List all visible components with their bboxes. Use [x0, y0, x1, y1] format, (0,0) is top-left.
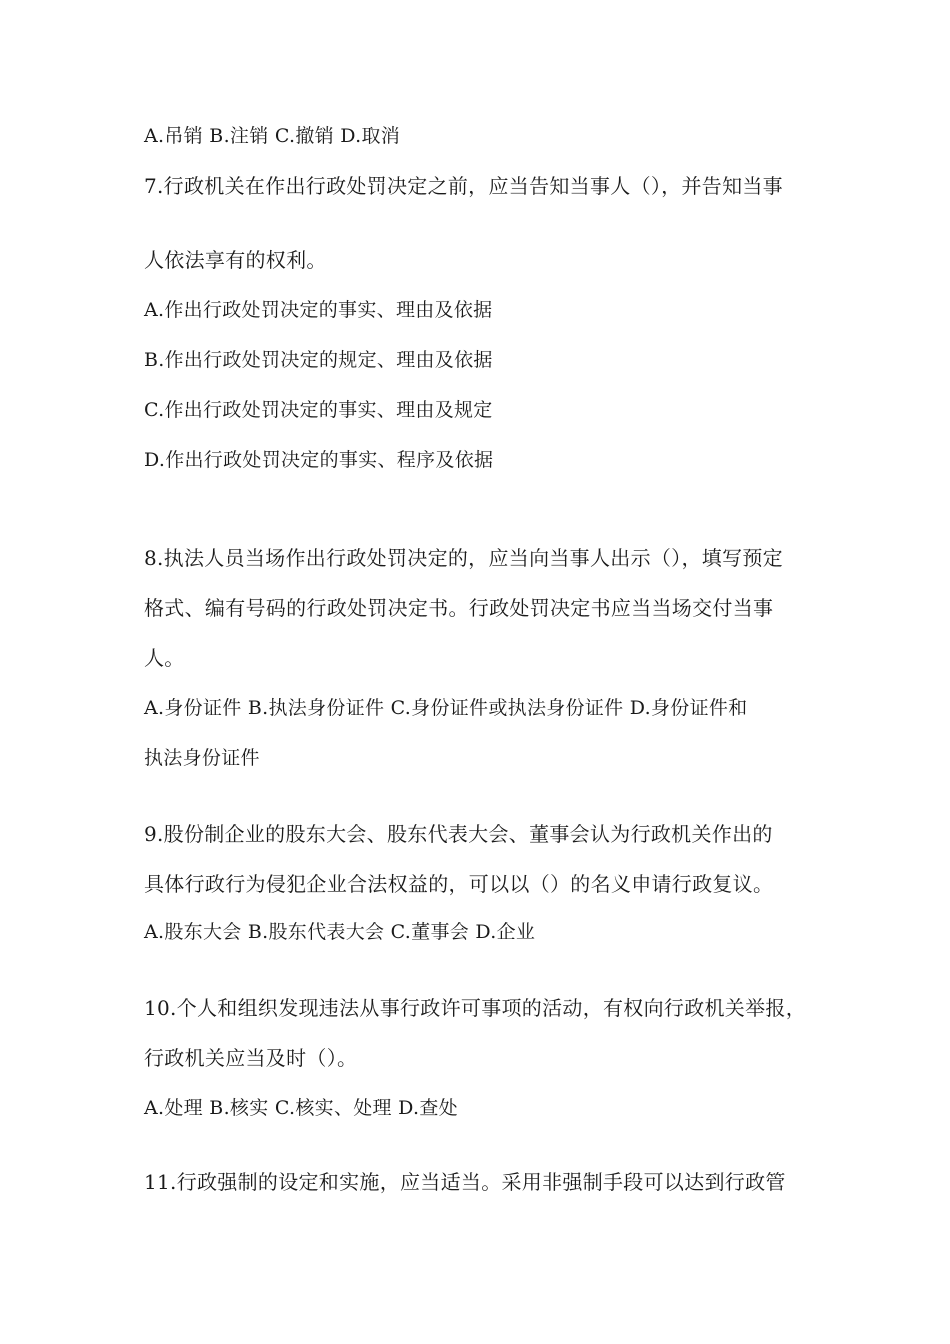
- q7-question-line-1: 7.行政机关在作出行政处罚决定之前，应当告知当事人（），并告知当事: [144, 174, 783, 198]
- q7-option-d: D.作出行政处罚决定的事实、程序及依据: [144, 449, 494, 471]
- q10-question-line-1: 10.个人和组织发现违法从事行政许可事项的活动，有权向行政机关举报，: [144, 996, 807, 1020]
- q7-question-line-2: 人依法享有的权利。: [144, 248, 327, 272]
- q7-option-c: C.作出行政处罚决定的事实、理由及规定: [144, 399, 493, 421]
- q8-question-line-1: 8.执法人员当场作出行政处罚决定的，应当向当事人出示（），填写预定: [144, 546, 783, 570]
- q8-options-line-2: 执法身份证件: [144, 747, 260, 769]
- q10-question-line-2: 行政机关应当及时（）。: [144, 1046, 358, 1070]
- q6-options: A.吊销 B.注销 C.撤销 D.取消: [144, 125, 401, 147]
- q8-question-line-3: 人。: [144, 646, 185, 670]
- q10-options: A.处理 B.核实 C.核实、处理 D.查处: [144, 1097, 458, 1119]
- q9-options: A.股东大会 B.股东代表大会 C.董事会 D.企业: [144, 921, 536, 943]
- q9-question-line-1: 9.股份制企业的股东大会、股东代表大会、董事会认为行政机关作出的: [144, 822, 773, 846]
- q7-option-a: A.作出行政处罚决定的事实、理由及依据: [144, 299, 493, 321]
- q7-option-b: B.作出行政处罚决定的规定、理由及依据: [144, 349, 493, 371]
- q8-question-line-2: 格式、编有号码的行政处罚决定书。行政处罚决定书应当当场交付当事: [144, 596, 774, 620]
- q9-question-line-2: 具体行政行为侵犯企业合法权益的，可以以（）的名义申请行政复议。: [144, 872, 774, 896]
- q11-question-line-1: 11.行政强制的设定和实施，应当适当。采用非强制手段可以达到行政管: [144, 1170, 786, 1194]
- q8-options-line-1: A.身份证件 B.执法身份证件 C.身份证件或执法身份证件 D.身份证件和: [144, 697, 748, 719]
